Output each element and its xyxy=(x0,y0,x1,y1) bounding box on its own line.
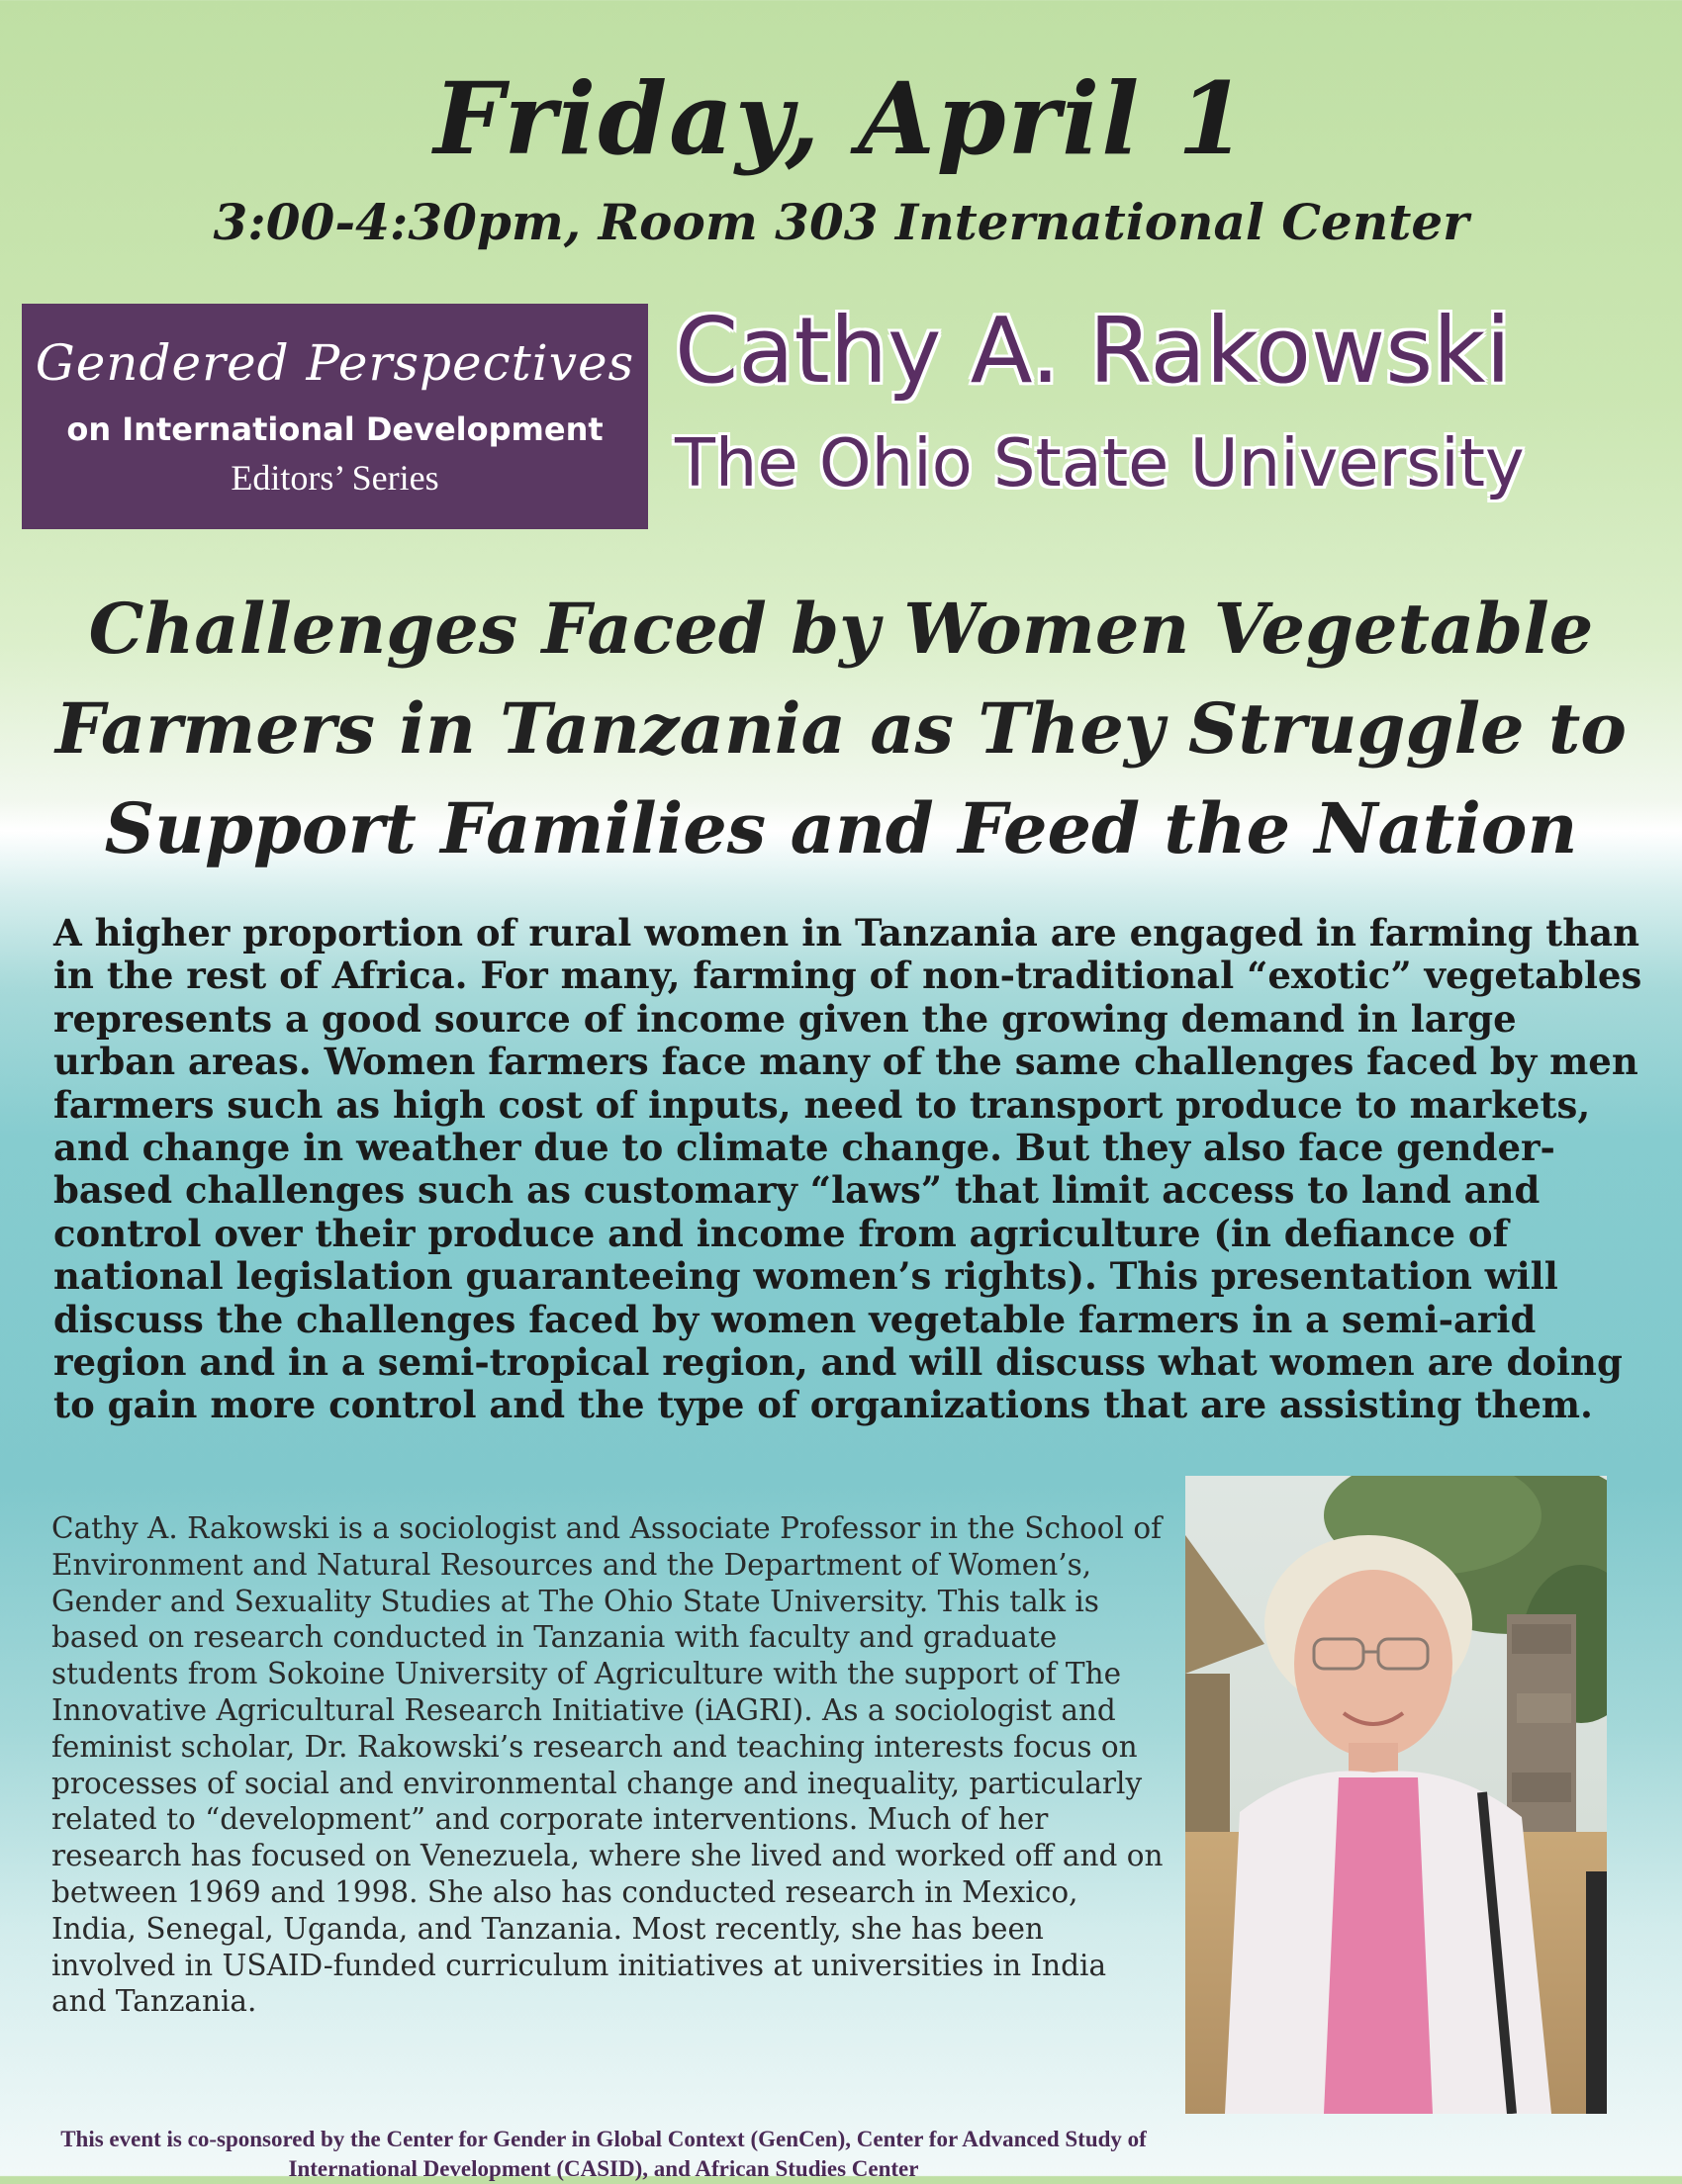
talk-title: Challenges Faced by Women Vegetable Farmers in Tanzania as They Struggle to Support Families and Feed the Nation xyxy=(55,588,1627,869)
speaker-bio: Cathy A. Rakowski is a sociologist and Associate Professor in the School of Environment and Natural Resources and the Department of Women’s, Gender and Sexuality Studies at The Ohio State University. This talk is based on research conducted in Tanzania with faculty and graduate students from Sokoine University of Agriculture with the support of The Innovative Agricultural Research Initiative (iAGRI). As a sociologist and feminist scholar, Dr. Rakowski’s research and teaching interests focus on processes of social and environmental change and inequality, particularly related to “development” and corporate interventions. Much of her research has focused on Venezuela, where she lived and worked off and on between 1969 and 1998. She also has conducted research in Mexico, India, Senegal, Uganda, and Tanzania. Most recently, she has been involved in USAID-funded curriculum initiatives at universities in India and Tanzania. xyxy=(51,1511,1164,2019)
logo-series-label: Editors’ Series xyxy=(231,458,439,498)
event-date: Friday, April 1 xyxy=(433,60,1249,177)
speaker-affiliation: The Ohio State University xyxy=(675,424,1525,501)
event-time-location: 3:00-4:30pm, Room 303 International Center xyxy=(213,193,1469,251)
logo-subtitle: on International Development xyxy=(66,410,604,448)
series-logo xyxy=(22,304,648,529)
cosponsor-footer: This event is co-sponsored by the Center for Gender in Global Context (GenCen), Center for Advanced Study of International Development (CASID), and African Studies Center xyxy=(60,2127,1147,2181)
talk-abstract: A higher proportion of rural women in Tanzania are engaged in farming than in the rest of Africa. For many, farming of non-traditional “exotic” vegetables represents a good source of income given the growing demand in large urban areas. Women farmers face many of the same challenges faced by men farmers such as high cost of inputs, need to transport produce to markets, and change in weather due to climate change. But they also face gender-based challenges such as customary “laws” that limit access to land and control over their produce and income from agriculture (in defiance of national legislation guaranteeing women’s rights). This presentation will discuss the challenges faced by women vegetable farmers in a semi-arid region and in a semi-tropical region, and will discuss what women are doing to gain more control and the type of organizations that are assisting them. xyxy=(53,911,1642,1427)
logo-script-title: Gendered Perspectives xyxy=(35,334,635,392)
speaker-photo-illustration xyxy=(1185,1476,1607,2114)
speaker-name: Cathy A. Rakowski xyxy=(675,298,1512,404)
speaker-photo xyxy=(1185,1476,1607,2114)
